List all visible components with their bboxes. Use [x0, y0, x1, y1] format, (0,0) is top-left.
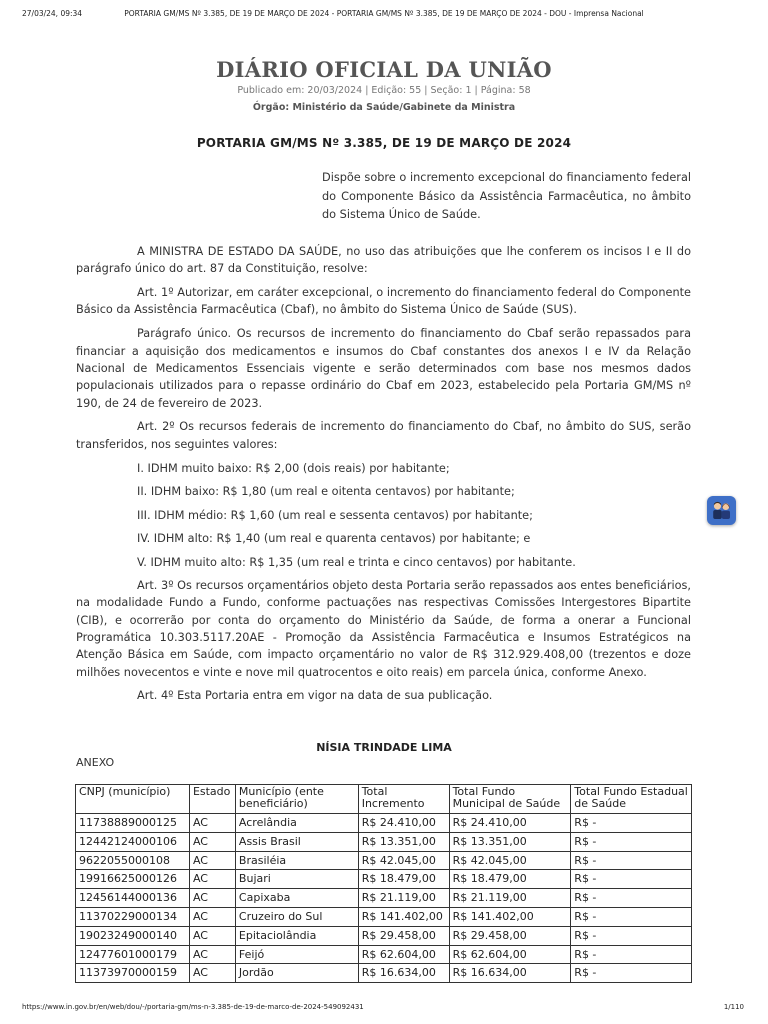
annex-label: ANEXO — [76, 756, 115, 769]
table-cell: R$ 16.634,00 — [358, 964, 449, 983]
table-cell: R$ - — [571, 832, 692, 851]
column-header: Total Fundo Municipal de Saúde — [449, 785, 571, 814]
table-cell: 11370229000134 — [76, 907, 190, 926]
masthead — [0, 56, 768, 115]
page-url: https://www.in.gov.br/en/web/dou/-/portaria-gm/ms-n-3.385-de-19-de-marco-de-2024-549092431 — [22, 1003, 364, 1011]
table-cell: 12456144000136 — [76, 889, 190, 908]
table-cell: R$ - — [571, 889, 692, 908]
table-cell: R$ 21.119,00 — [358, 889, 449, 908]
table-cell: 19023249000140 — [76, 926, 190, 945]
table-cell: 19916625000126 — [76, 870, 190, 889]
table-row — [76, 851, 692, 870]
table-row — [76, 964, 692, 983]
table-cell: R$ 13.351,00 — [358, 832, 449, 851]
accessibility-widget-button[interactable] — [707, 496, 736, 525]
print-page-title: PORTARIA GM/MS Nº 3.385, DE 19 DE MARÇO DE 2024 - PORTARIA GM/MS Nº 3.385, DE 19 DE MARÇO DE 2024 - DOU - Imprensa Nacional — [124, 9, 644, 18]
table-cell: 9622055000108 — [76, 851, 190, 870]
table-cell: AC — [189, 851, 235, 870]
annex-table — [75, 784, 692, 983]
table-cell: R$ - — [571, 945, 692, 964]
table-cell: R$ - — [571, 926, 692, 945]
accessibility-avatars-icon — [707, 496, 736, 525]
table-cell: R$ 21.119,00 — [449, 889, 571, 908]
journal-title: DIÁRIO OFICIAL DA UNIÃO — [216, 57, 552, 82]
inciso-ii: II. IDHM baixo: R$ 1,80 (um real e oitenta centavos) por habitante; — [137, 485, 515, 499]
table-cell: Acrelândia — [235, 814, 358, 833]
table-header-row — [76, 785, 692, 814]
table-cell: 12442124000106 — [76, 832, 190, 851]
column-header: Total Incremento — [358, 785, 449, 814]
column-header: CNPJ (município) — [76, 785, 190, 814]
table-cell: 11738889000125 — [76, 814, 190, 833]
table-row — [76, 889, 692, 908]
table-cell: R$ 18.479,00 — [358, 870, 449, 889]
table-cell: Capixaba — [235, 889, 358, 908]
table-cell: R$ 62.604,00 — [449, 945, 571, 964]
table-row — [76, 907, 692, 926]
article-1: Art. 1º Autorizar, em caráter excepcional, o incremento do financiamento federal do Componente Básico da Assistência Farmacêutica (Cbaf), no âmbito do Sistema Único de Saúde (SUS). — [76, 286, 691, 317]
table-cell: Jordão — [235, 964, 358, 983]
inciso-iii: III. IDHM médio: R$ 1,60 (um real e sessenta centavos) por habitante; — [137, 508, 533, 522]
table-cell: R$ 16.634,00 — [449, 964, 571, 983]
table-cell: R$ 18.479,00 — [449, 870, 571, 889]
signature: NÍSIA TRINDADE LIMA — [316, 741, 452, 754]
table-cell: Bujari — [235, 870, 358, 889]
table-cell: R$ - — [571, 907, 692, 926]
inciso-iv: IV. IDHM alto: R$ 1,40 (um real e quarenta centavos) por habitante; e — [137, 532, 531, 546]
table-cell: AC — [189, 945, 235, 964]
print-datetime: 27/03/24, 09:34 — [22, 9, 83, 18]
print-footer — [0, 1003, 768, 1015]
table-cell: Epitaciolândia — [235, 926, 358, 945]
table-cell: R$ 24.410,00 — [358, 814, 449, 833]
table-cell: Assis Brasil — [235, 832, 358, 851]
table-cell: R$ 62.604,00 — [358, 945, 449, 964]
column-header: Total Fundo Estadual de Saúde — [571, 785, 692, 814]
table-cell: R$ 24.410,00 — [449, 814, 571, 833]
table-cell: Cruzeiro do Sul — [235, 907, 358, 926]
table-cell: R$ 42.045,00 — [358, 851, 449, 870]
issuing-organ: Órgão: Ministério da Saúde/Gabinete da Ministra — [252, 102, 516, 113]
table-cell: R$ 29.458,00 — [449, 926, 571, 945]
table-cell: R$ 141.402,00 — [358, 907, 449, 926]
table-cell: AC — [189, 814, 235, 833]
table-cell: Brasiléia — [235, 851, 358, 870]
table-row — [76, 814, 692, 833]
article-3: Art. 3º Os recursos orçamentários objeto desta Portaria serão repassados aos entes beneficiários, na modalidade Fundo a Fundo, conforme pactuações nas respectivas Comissões Intergestores Bipartite (CIB), e ocorrerão por conta do orçamento do Ministério da Saúde, de forma a onerar a Funcional Programática 10.303.5117.20AE - Promoção da Assistência Farmacêutica e Insumos Estratégicos na Atenção Básica em Saúde, com impacto orçamentário no valor de R$ 312.929.408,00 (trezentos e doze milhões novecentos e vinte e nove mil quatrocentos e oito reais) em parcela única, conforme Anexo. — [76, 579, 691, 679]
table-cell: AC — [189, 907, 235, 926]
table-row — [76, 870, 692, 889]
document-body — [76, 243, 691, 711]
table-cell: R$ 42.045,00 — [449, 851, 571, 870]
table-cell: R$ 141.402,00 — [449, 907, 571, 926]
table-cell: AC — [189, 889, 235, 908]
page-number: 1/110 — [723, 1003, 744, 1011]
table-cell: R$ 29.458,00 — [358, 926, 449, 945]
inciso-i: I. IDHM muito baixo: R$ 2,00 (dois reais) por habitante; — [137, 461, 450, 475]
column-header: Estado — [189, 785, 235, 814]
table-row — [76, 832, 692, 851]
print-header — [0, 9, 768, 23]
article-4: Art. 4º Esta Portaria entra em vigor na data de sua publicação. — [137, 689, 493, 703]
portaria-title: PORTARIA GM/MS Nº 3.385, DE 19 DE MARÇO DE 2024 — [196, 136, 572, 150]
ementa: Dispõe sobre o incremento excepcional do financiamento federal do Componente Básico da Assistência Farmacêutica, no âmbito do Sistema Único de Saúde. — [322, 171, 691, 221]
table-body — [76, 814, 692, 983]
table-cell: AC — [189, 926, 235, 945]
single-paragraph: Parágrafo único. Os recursos de incremento do financiamento do Cbaf serão repassados para financiar a aquisição dos medicamentos e insumos do Cbaf constantes dos anexos I e IV da Relação Nacional de Medicamentos Essenciais vigente e serão determinados com base nos mesmos dados populacionais utilizados para o repasse ordinário do Cbaf em 2023, estabelecido pela Portaria GM/MS nº 190, de 24 de fevereiro de 2023. — [76, 327, 691, 410]
table-cell: 12477601000179 — [76, 945, 190, 964]
table-cell: AC — [189, 870, 235, 889]
table-cell: R$ - — [571, 814, 692, 833]
table-row — [76, 926, 692, 945]
table-cell: R$ - — [571, 870, 692, 889]
table-cell: R$ - — [571, 851, 692, 870]
article-2: Art. 2º Os recursos federais de incremento do financiamento do Cbaf, no âmbito do SUS, serão transferidos, nos seguintes valores: — [76, 420, 691, 451]
inciso-v: V. IDHM muito alto: R$ 1,35 (um real e trinta e cinco centavos) por habitante. — [137, 555, 576, 569]
column-header: Município (ente beneficiário) — [235, 785, 358, 814]
table-cell: 11373970000159 — [76, 964, 190, 983]
table-cell: AC — [189, 964, 235, 983]
table-cell: AC — [189, 832, 235, 851]
preamble-paragraph: A MINISTRA DE ESTADO DA SAÚDE, no uso das atribuições que lhe conferem os incisos I e II do parágrafo único do art. 87 da Constituição, resolve: — [76, 245, 691, 276]
table-cell: Feijó — [235, 945, 358, 964]
publication-meta: Publicado em: 20/03/2024 | Edição: 55 | Seção: 1 | Página: 58 — [237, 85, 531, 96]
table-row — [76, 945, 692, 964]
table-cell: R$ 13.351,00 — [449, 832, 571, 851]
table-cell: R$ - — [571, 964, 692, 983]
